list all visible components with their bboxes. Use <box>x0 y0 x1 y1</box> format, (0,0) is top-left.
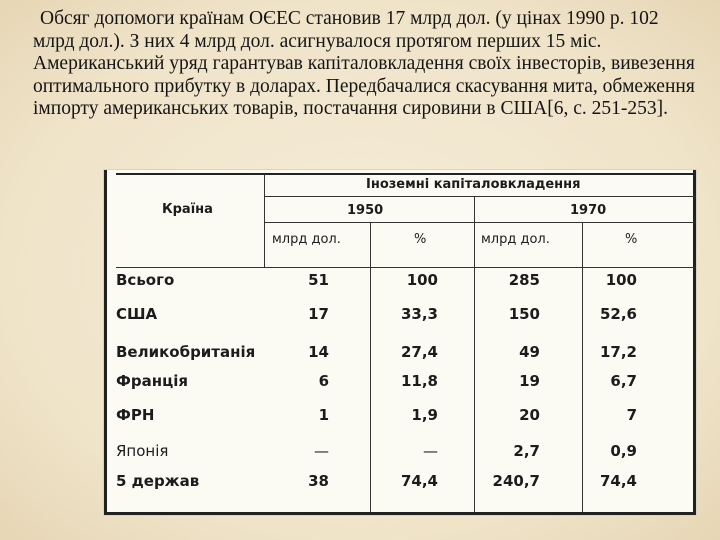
row-value-1950: 17 <box>308 305 329 323</box>
divider-under-investments <box>264 196 696 197</box>
row-pct-1950: 27,4 <box>400 343 438 361</box>
row-value-1950: 38 <box>308 472 329 490</box>
row-pct-1950: 100 <box>406 271 438 289</box>
row-country: 5 держав <box>116 472 200 490</box>
header-unit-1970-value: млрд дол. <box>481 232 550 247</box>
row-value-1970: 20 <box>519 406 540 424</box>
row-value-1970: 150 <box>508 305 540 323</box>
row-pct-1970: 52,6 <box>599 305 637 323</box>
divider-country-col <box>264 174 265 268</box>
row-pct-1970: 74,4 <box>599 472 637 490</box>
row-pct-1950: — <box>423 442 438 460</box>
paragraph-text: Обсяг допомоги країнам ОЄЕС становив 17 млрд дол. (у цінах 1990 р. 102 млрд дол.). З них 4 млрд дол. асигнувалося протягом перших 15 міс. Американський уряд гарантував капіталовкладення своїх інвесторів, вивезення оптимального прибутку в доларах. Передбачалися скасування мита, обмеження імпорту американських товарів, постачання сировини в США[6, с. 251-253]. <box>33 8 695 120</box>
row-country: Всього <box>116 271 175 289</box>
divider-under-years <box>264 222 696 223</box>
header-unit-1950-value: млрд дол. <box>272 232 341 247</box>
divider-years <box>474 196 475 512</box>
row-value-1970: 19 <box>519 372 540 390</box>
header-unit-1970-pct: % <box>625 232 638 247</box>
header-unit-1950-pct: % <box>414 232 427 247</box>
row-value-1970: 49 <box>519 343 540 361</box>
row-pct-1970: 17,2 <box>599 343 637 361</box>
row-pct-1970: 7 <box>626 406 637 424</box>
row-value-1950: — <box>314 442 329 460</box>
header-investments: Іноземні капіталовкладення <box>366 177 581 192</box>
header-year-1950: 1950 <box>347 203 384 218</box>
row-pct-1950: 74,4 <box>400 472 438 490</box>
row-pct-1970: 100 <box>605 271 637 289</box>
row-value-1970: 240,7 <box>492 472 540 490</box>
row-pct-1950: 11,8 <box>400 372 438 390</box>
row-pct-1950: 1,9 <box>411 406 438 424</box>
row-country: США <box>116 305 158 323</box>
row-pct-1950: 33,3 <box>400 305 438 323</box>
scan-border-top <box>116 173 696 175</box>
divider-under-header <box>116 267 696 268</box>
divider-1950-pct <box>370 222 371 512</box>
body-paragraph <box>33 8 705 121</box>
row-value-1950: 51 <box>308 271 329 289</box>
row-value-1970: 2,7 <box>513 442 540 460</box>
row-country: Франція <box>116 372 188 390</box>
divider-1970-pct <box>582 222 583 512</box>
row-pct-1970: 6,7 <box>610 372 637 390</box>
header-year-1970: 1970 <box>570 203 607 218</box>
scan-border-left <box>104 170 107 515</box>
row-pct-1970: 0,9 <box>610 442 637 460</box>
row-value-1950: 6 <box>318 372 329 390</box>
row-value-1970: 285 <box>508 271 540 289</box>
header-country: Країна <box>162 202 213 217</box>
row-value-1950: 1 <box>318 406 329 424</box>
row-value-1950: 14 <box>308 343 329 361</box>
scanned-table <box>104 170 696 515</box>
row-country: ФРН <box>116 406 155 424</box>
scan-border-bottom <box>104 512 696 515</box>
row-country: Японія <box>116 442 169 460</box>
row-country: Великобританія <box>116 343 256 361</box>
